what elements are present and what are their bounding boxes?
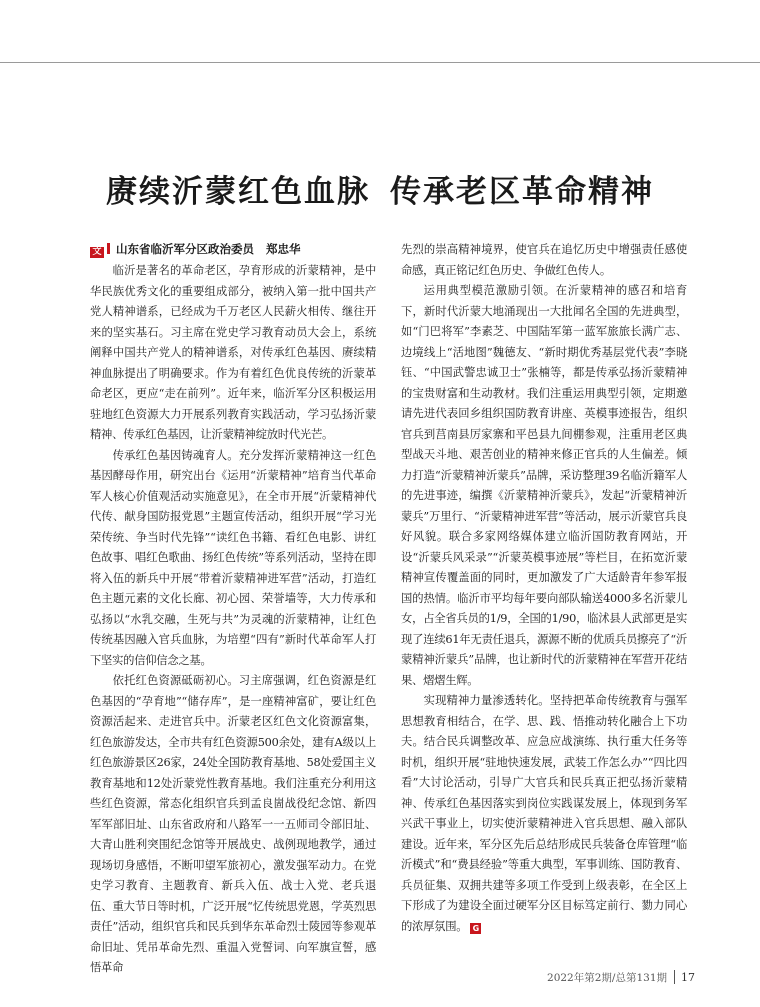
paragraph-red-gene: 传承红色基因铸魂育人。充分发挥沂蒙精神这一红色基因酵母作用，研究出台《运用“沂蒙精神”培育当代革命军人核心价值观活动实施意见》，在全市开展“沂蒙精神代代传、献身国防报党恩”主题宣传活动，组织开展“学习光荣传统、争当时代先锋”“读红色书籍、看红色电影、讲红色故事、唱红色歌曲、扬红色传统”等系列活动，坚持在即将入伍的新兵中开展“带着沂蒙精神进军营”活动，打造红色主题元素的文化长廊、初心园、荣誉墙等，大力传承和弘扬以“水乳交融，生死与共”为灵魂的沂蒙精神，让红色传统基因融入官兵血脉，为培塑“四有”新时代革命军人打下坚实的信仰信念之基。 [90, 448, 376, 667]
paragraph-red-resources: 依托红色资源砥砺初心。习主席强调，红色资源是红色基因的“孕育地”“储存库”，是一座精神富矿，要让红色资源活起来、走进官兵中。沂蒙老区红色文化资源富集，红色旅游发达，全市共有红色资源500余处，建有A级以上红色旅游景区26家，24处全国防教育基地、58处爱国主义教育基地和12处沂蒙党性教育基地。我们注重充分利用这些红色资源，常态化组织官兵到孟良崮战役纪念馆、新四军军部旧址、山东省政府和八路军一一五师司令部旧址、大青山胜利突围纪念馆等开展战史、战例现地教学，通过现场切身感悟，不断叩望军旅初心，激发强军动力。在党史学习教育、主题教育、新兵入伍、战士入党、老兵退伍、重大节日等时机，广泛开展“忆传统思党恩，学英烈思责任”活动，组织官兵和民兵到华东革命烈士陵园等参观革命旧址、凭吊革命先烈、重温入党誓词、向军旗宣誓，感悟革命 [90, 674, 376, 974]
paragraph-role-models: 运用典型模范激励引领。在沂蒙精神的感召和培育下，新时代沂蒙大地涌现出一大批闻名全国的先进典型，如“门巴将军”李素芝、中国陆军第一蓝军旅旅长满广志、边境线上“活地图”魏德友、“新时期优秀基层党代表”李晓钰、“中国武警忠诚卫士”张楠等，都是传承弘扬沂蒙精神的宝贵财富和生动教材。我们注重运用典型引领，定期邀请先进代表回乡组织国防教育讲座、英模事迹报告，组织官兵到莒南县厉家寨和平邑县九间棚参观，注重用老区典型战天斗地、艰苦创业的精神来修正官兵的人生偏差。倾力打造“沂蒙精神沂蒙兵”品牌，采访整理39名临沂籍军人的先进事迹，编撰《沂蒙精神沂蒙兵》，发起“沂蒙精神沂蒙兵”万里行、“沂蒙精神进军营”等活动，展示沂蒙官兵良好风貌。联合多家网络媒体建立临沂国防教育网站，开设“沂蒙兵风采录”“沂蒙英模事迹展”等栏目，在拓宽沂蒙精神宣传覆盖面的同时，更加激发了广大适龄青年参军报国的热情。临沂市平均每年要向部队输送4000多名沂蒙儿女，占全省兵员的1/9，全国的1/90，临沭县人武部更是实现了连续61年无责任退兵，源源不断的优质兵员擦亮了“沂蒙精神沂蒙兵”品牌，也让新时代的沂蒙精神在军营开花结果、熠熠生辉。 [401, 284, 687, 687]
paragraph-spirit-transformation [401, 691, 687, 937]
title-part-1: 赓续沂蒙红色血脉 [106, 174, 370, 210]
issue-info: 2022年第2期/总第131期 [547, 972, 667, 984]
left-column [90, 240, 376, 979]
page-footer [0, 970, 695, 985]
article-category-icon: 文 [90, 247, 104, 258]
right-column [401, 240, 687, 937]
article-title [0, 166, 760, 211]
byline [90, 240, 376, 259]
author-name: 郑忠华 [266, 242, 301, 256]
title-part-2: 传承老区革命精神 [390, 174, 654, 210]
paragraph-continuation: 先烈的崇高精神境界，使官兵在追忆历史中增强责任感使命感，真正铭记红色历史、争做红色传人。 [401, 243, 687, 277]
author-position: 山东省临沂军分区政治委员 [116, 242, 254, 256]
footer-divider [674, 970, 675, 984]
paragraph-intro: 临沂是著名的革命老区，孕育形成的沂蒙精神，是中华民族优秀文化的重要组成部分，被纳入第一批中国共产党人精神谱系，已经成为千万老区人民薪火相传、继往开来的坚实基石。习主席在党史学习教育动员大会上，系统阐释中国共产党人的精神谱系，对传承红色基因、赓续精神血脉提出了明确要求。作为有着红色优良传统的沂蒙革命老区，更应“走在前列”。近年来，临沂军分区积极运用驻地红色资源大力开展系列教育实践活动，学习弘扬沂蒙精神、传承红色基因，让沂蒙精神绽放时代光芒。 [90, 264, 376, 441]
paragraph-spirit-text: 实现精神力量渗透转化。坚持把革命传统教育与强军思想教育相结合，在学、思、践、悟推动转化融合上下功夫。结合民兵调整改革、应急应战演练、执行重大任务等时机，组织开展“驻地快速发展，武装工作怎么办”“四比四看”大讨论活动，引导广大官兵和民兵真正把弘扬沂蒙精神、传承红色基因落实到岗位实践谋发展上，体现到务军兴武干事业上，切实使沂蒙精神进入官兵思想、融入部队建设。近年来，军分区先后总结形成民兵装备仓库管理“临沂模式”和“费县经验”等重大典型，军事训练、国防教育、兵员征集、双拥共建等多项工作受到上级表彰，在全区上下形成了为建设全面过硬军分区目标笃定前行、勠力同心的浓厚氛围。 [401, 694, 687, 933]
page-number: 17 [681, 971, 695, 984]
byline-bar [107, 243, 110, 254]
end-of-article-icon: G [470, 923, 481, 934]
header-rule [0, 62, 760, 63]
